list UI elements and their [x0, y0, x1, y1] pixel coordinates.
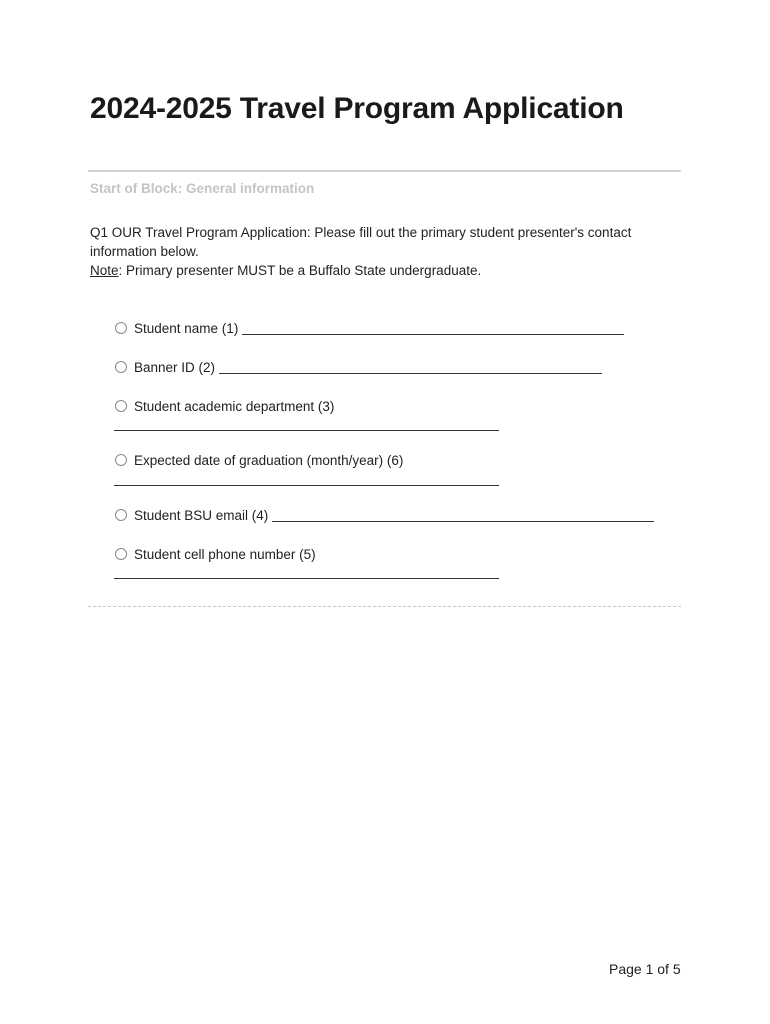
- radio-button-icon[interactable]: [115, 454, 127, 466]
- text-entry-blank[interactable]: [114, 485, 499, 486]
- option-academic-department[interactable]: [115, 398, 334, 416]
- page-number: Page 1 of 5: [609, 961, 681, 977]
- radio-button-icon[interactable]: [115, 322, 127, 334]
- option-graduation-date[interactable]: [115, 452, 403, 470]
- text-entry-blank[interactable]: [272, 508, 654, 522]
- block-label: Start of Block: General information: [90, 181, 315, 196]
- document-title: 2024-2025 Travel Program Application: [90, 92, 624, 125]
- option-label: Student cell phone number (5): [134, 547, 316, 562]
- note-label: Note: [90, 263, 119, 278]
- radio-button-icon[interactable]: [115, 548, 127, 560]
- question-prompt: Q1 OUR Travel Program Application: Please fill out the primary student presenter's contact information below.: [90, 225, 632, 259]
- question-text: [90, 223, 670, 280]
- note-text: : Primary presenter MUST be a Buffalo State undergraduate.: [118, 263, 482, 278]
- option-label: Expected date of graduation (month/year) (6): [134, 453, 404, 468]
- option-label: Student academic department (3): [134, 399, 335, 414]
- radio-button-icon[interactable]: [115, 509, 127, 521]
- option-cell-phone[interactable]: [115, 546, 316, 564]
- text-entry-blank[interactable]: [114, 578, 499, 579]
- option-student-name[interactable]: [115, 320, 624, 338]
- radio-button-icon[interactable]: [115, 400, 127, 412]
- option-banner-id[interactable]: [115, 359, 602, 377]
- page-break-divider: [88, 606, 681, 607]
- text-entry-blank[interactable]: [114, 430, 499, 431]
- option-label: Student name (1): [134, 321, 239, 336]
- radio-button-icon[interactable]: [115, 361, 127, 373]
- block-start-divider: [88, 170, 681, 172]
- option-bsu-email[interactable]: [115, 507, 654, 525]
- text-entry-blank[interactable]: [242, 321, 624, 335]
- option-label: Student BSU email (4): [134, 508, 269, 523]
- question-note: [90, 261, 670, 280]
- text-entry-blank[interactable]: [219, 360, 602, 374]
- option-label: Banner ID (2): [134, 360, 216, 375]
